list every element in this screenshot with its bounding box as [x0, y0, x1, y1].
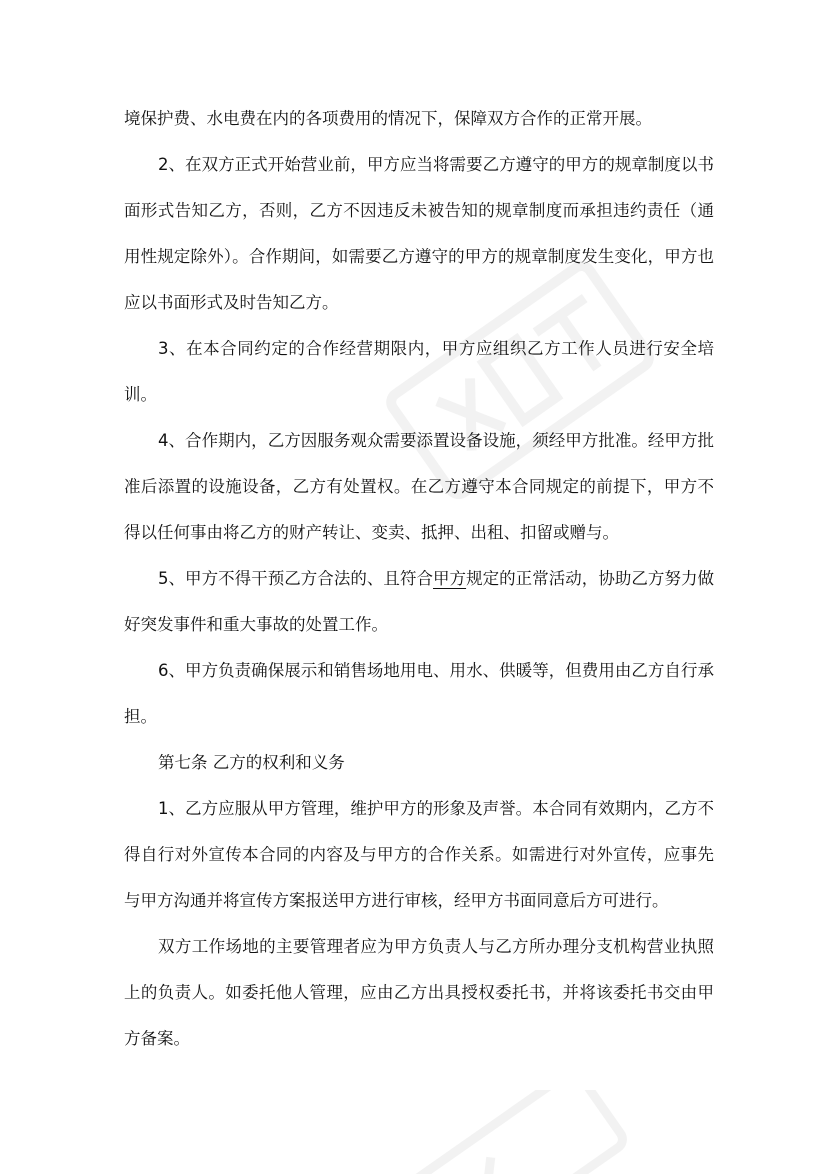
paragraph: 双方工作场地的主要管理者应为甲方负责人与乙方所办理分支机构营业执照上的负责人。如委托他人管理，应由乙方出具授权委托书，并将该委托书交由甲方备案。	[124, 937, 714, 1048]
paragraph: 1、乙方应服从甲方管理，维护甲方的形象及声誉。本合同有效期内，乙方不得自行对外宣传本合同的内容及与甲方的合作关系。如需进行对外宣传，应事先与甲方沟通并将宣传方案报送甲方进行审核，经甲方书面同意后方可进行。	[124, 799, 714, 910]
document-body	[124, 96, 714, 1062]
paragraph: 4、合作期内，乙方因服务观众需要添置设备设施，须经甲方批准。经甲方批准后添置的设施设备，乙方有处置权。在乙方遵守本合同规定的前提下，甲方不得以任何事由将乙方的财产转让、变卖、抵押、出租、扣留或赠与。	[124, 431, 714, 542]
paragraph: 6、甲方负责确保展示和销售场地用电、用水、供暖等，但费用由乙方自行承担。	[124, 661, 714, 726]
underlined-text: 甲方	[433, 569, 467, 588]
watermark-fragment-icon	[380, 1090, 640, 1174]
section-heading: 第七条 乙方的权利和义务	[158, 753, 345, 772]
paragraph: 3、在本合同约定的合作经营期限内，甲方应组织乙方工作人员进行安全培训。	[124, 339, 714, 404]
paragraph-text: 5、甲方不得干预乙方合法的、且符合	[158, 569, 434, 588]
paragraph-text: 规定的正常活动，协助乙方努力做好突发事件和重大事故的处置工作。	[124, 569, 715, 634]
paragraph: 2、在双方正式开始营业前，甲方应当将需要乙方遵守的甲方的规章制度以书面形式告知乙方，否则，乙方不因违反未被告知的规章制度而承担违约责任（通用性规定除外）。合作期间，如需要乙方遵守的甲方的规章制度发生变化，甲方也应以书面形式及时告知乙方。	[124, 155, 714, 312]
paragraph	[124, 556, 714, 648]
paragraph: 境保护费、水电费在内的各项费用的情况下，保障双方合作的正常开展。	[124, 109, 652, 128]
